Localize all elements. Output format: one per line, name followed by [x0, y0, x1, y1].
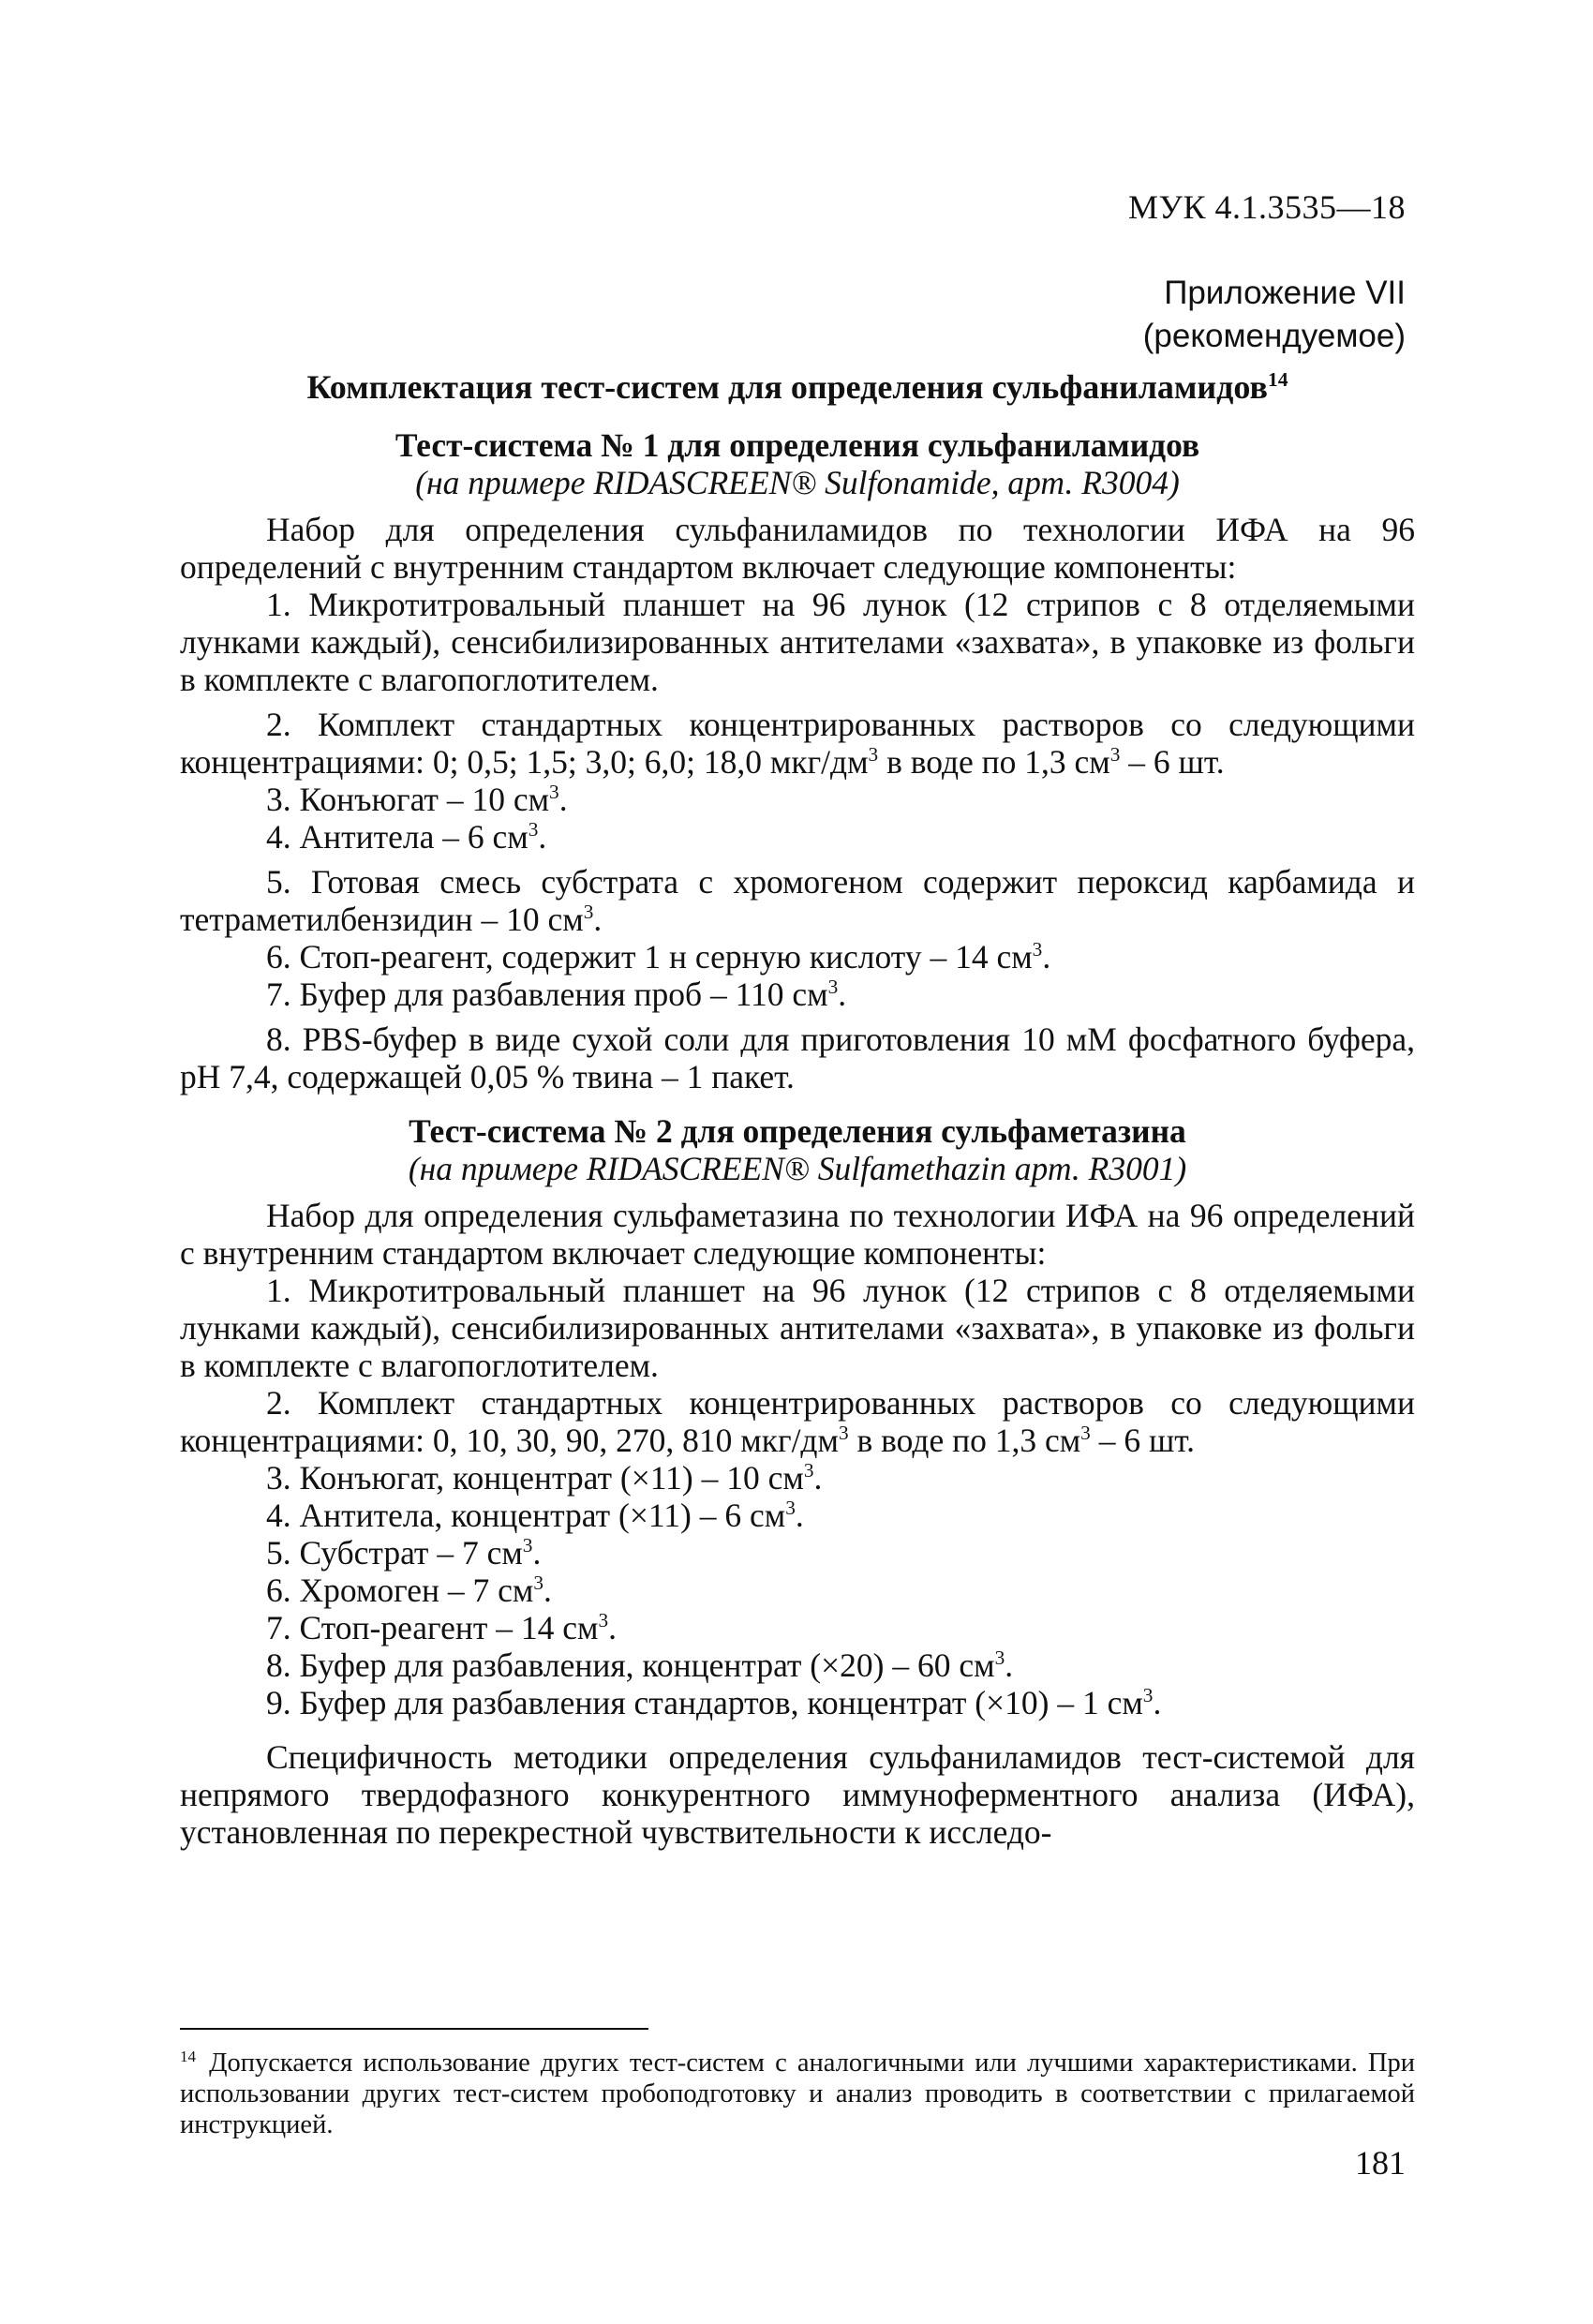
system2-item-2: 2. Комплект стандартных концентрированных растворов со следующими концентрациями: 0, 10, 30, 90, 270, 810 мкг/$дм^3$ в воде по 1,3 $см^3 - 6$ шт. — [180, 1384, 1415, 1459]
system2-item-7: 7. Стоп-реагент – 14 $см^3$. — [266, 1609, 618, 1646]
footnote-number: 14 — [180, 2047, 197, 2065]
system2-item-4: 4. Антитела, концентрат (×11) – 6 $см^3$. — [266, 1497, 804, 1534]
footnote-divider — [180, 2028, 648, 2030]
system2-item-1: 1. Микротитровальный планшет на 96 лунок (12 стрипов с 8 отделяемыми лунками каждый), сенсибилизированных антителами «захвата», в упаковке из фольги в комплекте с влагопоглотителем. — [180, 1272, 1415, 1384]
title-footnote-ref: 14 — [1267, 368, 1288, 391]
system1-item-6: 6. Стоп-реагент, содержит 1 н серную кислоту – 14 $см^3$. — [266, 938, 1051, 976]
appendix-label — [1143, 272, 1406, 358]
system2-subheading: (на примере RIDASCREEN® Sulfamethazin арт. R3001) — [408, 1150, 1187, 1187]
system2-item-3: 3. Конъюгат, концентрат (×11) – 10 $см^3$. — [266, 1459, 823, 1497]
appendix-number: Приложение VII — [1164, 275, 1406, 311]
system1-intro: Набор для определения сульфаниламидов по технологии ИФА на 96 определений с внутренним стандартом включает следующие компоненты: — [180, 511, 1415, 586]
system1-item-3: 3. Конъюгат – 10 $см^3$. — [266, 781, 568, 818]
system1-item-1: 1. Микротитровальный планшет на 96 лунок (12 стрипов с 8 отделяемыми лунками каждый), сенсибилизированных антителами «захвата», в упаковке из фольги в комплекте с влагопоглотителем. — [180, 586, 1415, 698]
system1-item-2: 2. Комплект стандартных концентрированных растворов со следующими концентрациями: 0; 0,5; 1,5; 3,0; 6,0; 18,0 мкг/$дм^3$ в воде по 1,3 $см^3 - 6$ шт. — [180, 706, 1415, 781]
system1-item-5: 5. Готовая смесь субстрата с хромогеном содержит пероксид карбамида и тетраметилбензидин – 10 $см^3$. — [180, 863, 1415, 938]
system2-item-9: 9. Буфер для разбавления стандартов, концентрат (×10) – 1 $см^3$. — [266, 1684, 1162, 1721]
system1-heading: Тест-система № 1 для определения сульфаниламидов — [395, 426, 1200, 464]
system2-item-8: 8. Буфер для разбавления, концентрат (×20) – 60 $см^3$. — [266, 1646, 1014, 1684]
system1-item-4: 4. Антитела – 6 $см^3$. — [266, 818, 547, 856]
specificity-paragraph: Специфичность методики определения сульфаниламидов тест-системой для непрямого твердофазного конкурентного иммуноферментного анализа (ИФА), установленная по перекрестной чувствительности к исследо- — [180, 1738, 1415, 1851]
system2-item-5: 5. Субстрат – 7 $см^3$. — [266, 1534, 542, 1572]
system2-intro: Набор для определения сульфаметазина по технологии ИФА на 96 определений с внутренним стандартом включает следующие компоненты: — [180, 1197, 1415, 1272]
document-code: МУК 4.1.3535—18 — [1127, 188, 1406, 226]
footnote-text: Допускается использование других тест-систем с аналогичными или лучшими характеристиками. При использовании других тест-систем пробоподготовку и анализ проводить в соответствии с прилагаемой инструкцией. — [180, 2048, 1415, 2139]
appendix-status: (рекомендуемое) — [1142, 318, 1406, 354]
page-number: 181 — [1355, 2144, 1406, 2182]
system1-item-8: 8. PBS-буфер в виде сухой соли для приготовления 10 мМ фосфатного буфера, pH 7,4, содержащей 0,05 % твина – 1 пакет. — [180, 1020, 1415, 1095]
system1-subheading: (на примере RIDASCREEN® Sulfonamide, арт. R3004) — [415, 464, 1180, 501]
footnote — [180, 2048, 1415, 2140]
system1-item-7: 7. Буфер для разбавления проб – 110 $см^3$. — [266, 976, 847, 1013]
system2-heading: Тест-система № 2 для определения сульфаметазина — [409, 1112, 1186, 1150]
page-title: Комплектация тест-систем для определения сульфаниламидов$^{14}$ — [306, 368, 1288, 406]
main-content — [180, 368, 1415, 1851]
system2-item-6: 6. Хромоген – 7 $см^3$. — [266, 1572, 552, 1609]
